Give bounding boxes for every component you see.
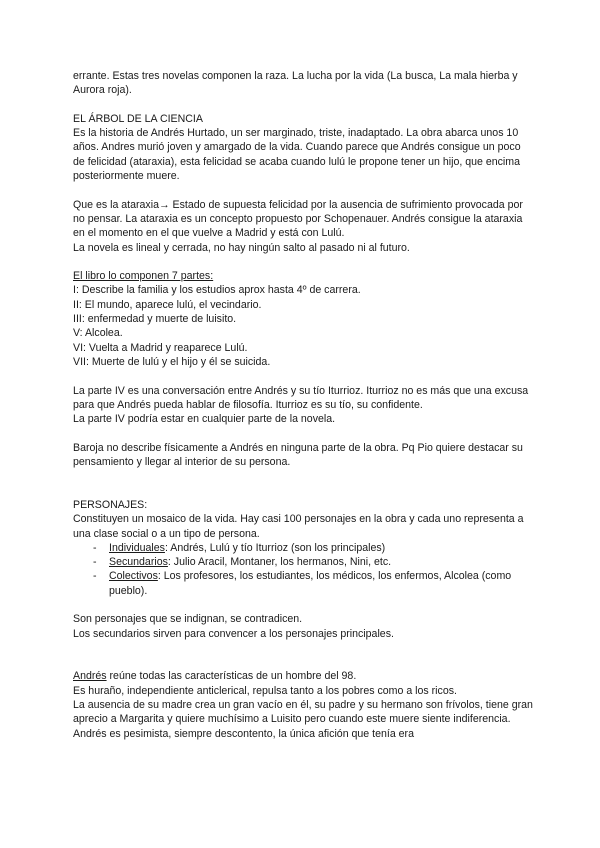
- andres-description: La ausencia de su madre crea un gran vacío en él, su padre y su hermano son frívolos, tiene gran aprecio a Margarita y quiere muchísimo a Luisito pero cuando este muere siente indiferencia. Andrés es pesimista, siempre descontento, la única afición que tenía era: [73, 699, 533, 740]
- character-type-label: Individuales: [109, 541, 165, 554]
- character-type-label: Secundarios: [109, 556, 168, 569]
- part-item: VI: Vuelta a Madrid y reaparece Lulú.: [73, 341, 248, 354]
- ataraxia-definition: Que es la ataraxia→ Estado de supuesta felicidad por la ausencia de sufrimiento provocada por no pensar. La ataraxia es un concepto propuesto por Schopenauer. Andrés consigue la ataraxia en el momento en el que vuelve a Madrid y está con Lulú.: [73, 198, 523, 240]
- character-types-list: [73, 541, 533, 598]
- character-type-text: : Los profesores, los estudiantes, los médicos, los enfermos, Alcolea (como pueblo).: [109, 570, 512, 597]
- part-iv-note: La parte IV podría estar en cualquier parte de la novela.: [73, 413, 336, 426]
- part-item: III: enfermedad y muerte de luisito.: [73, 313, 237, 326]
- part-item: II: El mundo, aparece lulú, el vecindario.: [73, 298, 262, 311]
- part-iv-paragraph: La parte IV es una conversación entre Andrés y su tío Iturrioz. Iturrioz no es más que una excusa para que Andrés pueda hablar de filosofía. Iturrioz es su tío, su confidente.: [73, 384, 529, 411]
- list-item: [93, 569, 533, 598]
- list-item: [93, 555, 533, 569]
- part-item: VII: Muerte de lulú y el hijo y él se suicida.: [73, 355, 271, 368]
- andres-intro: [73, 669, 533, 683]
- list-item: [93, 541, 533, 555]
- character-type-text: : Julio Aracil, Montaner, los hermanos, Nini, etc.: [167, 556, 392, 569]
- linear-note: La novela es lineal y cerrada, no hay ningún salto al pasado ni al futuro.: [73, 241, 410, 254]
- andres-name: Andrés: [73, 670, 107, 683]
- arbol-summary: Es la historia de Andrés Hurtado, un ser marginado, triste, inadaptado. La obra abarca unos 10 años. Andres murió joven y amargado de la vida. Cuando parece que Andrés consigue un poco de felicidad (ataraxia), esta felicidad se acaba cuando lulú le propone tener un hijo, que encima posteriormente muere.: [73, 127, 521, 183]
- parts-list: [73, 283, 533, 369]
- character-type-label: Colectivos: [109, 570, 158, 583]
- document-body: [73, 69, 533, 741]
- personajes-intro: Constituyen un mosaico de la vida. Hay casi 100 personajes en la obra y cada uno representa a una clase social o a un tipo de persona.: [73, 513, 524, 540]
- personajes-note-1: Son personajes que se indignan, se contradicen.: [73, 613, 303, 626]
- part-item: V: Alcolea.: [73, 327, 123, 340]
- character-type-text: : Andrés, Lulú y tío Iturrioz (son los principales): [164, 541, 386, 554]
- parts-heading: El libro lo componen 7 partes:: [73, 270, 214, 283]
- personajes-note-2: Los secundarios sirven para convencer a los personajes principales.: [73, 627, 394, 640]
- section-heading-personajes: PERSONAJES:: [73, 498, 148, 511]
- intro-paragraph: errante. Estas tres novelas componen la raza. La lucha por la vida (La busca, La mala hierba y Aurora roja).: [73, 70, 518, 97]
- part-item: I: Describe la familia y los estudios aprox hasta 4º de carrera.: [73, 284, 361, 297]
- andres-traits: Es huraño, independiente anticlerical, repulsa tanto a los pobres como a los ricos.: [73, 684, 457, 697]
- section-heading-arbol: EL ÁRBOL DE LA CIENCIA: [73, 112, 203, 125]
- andres-intro-rest: reúne todas las características de un hombre del 98.: [106, 670, 357, 683]
- baroja-paragraph: Baroja no describe físicamente a Andrés en ninguna parte de la obra. Pq Pio quiere destacar su pensamiento y llegar al interior de su persona.: [73, 441, 523, 469]
